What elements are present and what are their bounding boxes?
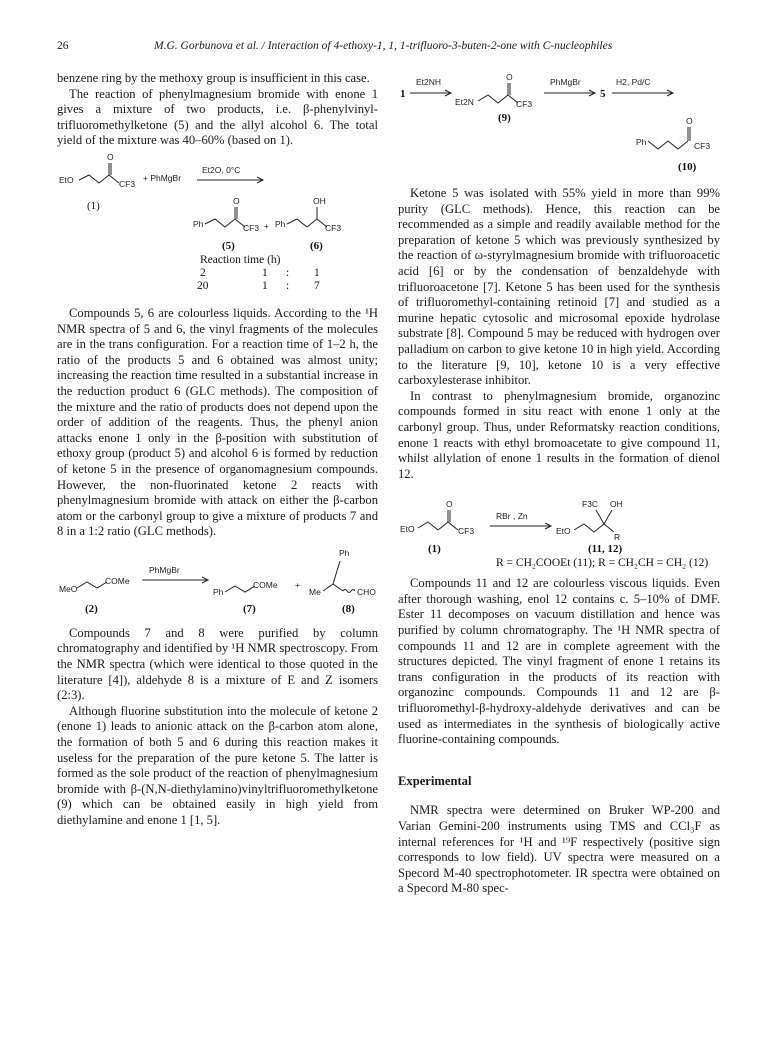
acetyl-label: COMe	[105, 575, 130, 586]
section-heading: Experimental	[398, 773, 472, 788]
methyl-label: Me	[309, 586, 321, 597]
hydroxyl-label: OH	[313, 195, 326, 206]
paragraph: In contrast to phenylmagnesium bromide, organozinc compounds formed in situ react with enone 1 only at the carbonyl group. Thus, under Reformatsky reaction conditions, enone 1 reacts with ethyl bromoacetate to give compound 11, whilst allylation of enone 1 results in the formation of dienol 12.	[398, 388, 720, 481]
hydroxyl-label: OH	[610, 499, 623, 510]
reagent-label: RBr , Zn	[496, 511, 528, 522]
product9-chain	[478, 95, 518, 103]
paragraph: NMR spectra were determined on Bruker WP-200 and Varian Gemini-200 instruments using TMS and CCl₃F as internal references for ¹H and ¹⁹F respectively (positive sign corresponds to low field). UV spectra were measured on a Specord M-40 spectrophotometer. IR spectra were obtained on a Specord M-80 spec-	[398, 803, 720, 896]
aldehyde-label: CHO	[357, 586, 376, 597]
compound-label-2: (2)	[85, 602, 98, 615]
product7-chain	[225, 586, 255, 592]
compound-label-6: (6)	[310, 239, 323, 252]
paragraph: Although fluorine substitution into the molecule of ketone 2 (enone 1) leads to anionic attack on the β-carbon atom alone, the formation of both 5 and 6 during this reaction makes it useless for the preparation of the pure ketone 5. The latter is formed as the sole product of the reaction of phenylmagnesium bromide with β-(N,N-diethylamino)vinyltrifluoromethylketone (9) which can be obtained easily in high yield from diethylamine and enone 1 [1, 5].	[57, 703, 378, 827]
phenyl-label: Ph	[636, 137, 647, 147]
plus-sign: +	[264, 220, 269, 231]
ratio-separator: :	[286, 279, 290, 292]
left-column	[57, 71, 378, 829]
phenyl-bond	[333, 561, 340, 584]
reagent-label: H2, Pd/C	[616, 77, 651, 87]
oxygen-label: O	[446, 499, 453, 510]
cf3-label: CF3	[119, 178, 136, 189]
cf3-label: CF3	[458, 526, 475, 537]
paragraph: benzene ring by the methoxy group is insufficient in this case.	[57, 71, 370, 85]
running-title: M.G. Gorbunova et al. / Interaction of 4-ethoxy-1, 1, 1-trifluoro-3-buten-2-one with C-nucleophiles	[154, 40, 613, 52]
paragraph: Ketone 5 was isolated with 55% yield in more than 99% purity (GLC methods). Hence, this reaction can be recommended as a simple and readily available method for the preparation of ketone 5 which was previously synthesized by the reaction of ω-styrylmagnesium bromide with trifluoroacetic acid [6] or by the condensation of benzaldehyde with trifluoroacetone [7]. Ketone 5 has been used for the synthesis of trifluoromethyl-containing retinoid [7] and studied as a murine hepatic cytosolic and microsomal epoxide hydrolase substrate [8]. Compound 5 may be reduced with hydrogen over palladium on carbon to give ketone 10 in high yield. According to the literature [9, 10], ketone 10 is a very effective carboxylesterase inhibitor.	[398, 186, 720, 388]
paragraph: Compounds 7 and 8 were purified by column chromatography and identified by ¹H NMR spectroscopy. From the NMR spectra (which were identical to those quoted in the literature [4]), aldehyde 8 is a mixture of E and Z isomers (2:3).	[57, 625, 378, 703]
right-column	[398, 71, 720, 897]
scheme-organozinc-reaction	[398, 482, 720, 568]
substituent-label: R	[614, 532, 621, 543]
compound-1-ref: 1	[400, 88, 406, 100]
ratio-5: 1	[262, 279, 268, 292]
phenyl-label: Ph	[339, 547, 350, 558]
conditions-label: Et2O, 0°C	[202, 164, 241, 175]
phenyl-label: Ph	[213, 586, 224, 597]
phenyl-label: Ph	[193, 218, 204, 229]
oxygen-label: O	[233, 195, 240, 206]
cf3-label: CF3	[694, 141, 711, 151]
paragraph: The reaction of phenylmagnesium bromide with enone 1 gives a mixture of two products, i.e. β-phenylvinyl-trifluoromethylketone (5) and the allyl alcohol 6. The total yield of the mixture was 40–60% (based on 1).	[57, 86, 378, 148]
oxygen-label: O	[686, 116, 693, 126]
paragraph: Compounds 5, 6 are colourless liquids. According to the ¹H NMR spectra of 5 and 6, the vinyl fragments of the molecules are in the trans configuration. For a reaction time of 1–2 h, the ratio of the products 5 and 6 obtained was almost unity; increasing the reaction time resulted in a substantial increase in the reduction product 6 (GLC methods). The composition of the mixture and the ratio of products does not depend upon the order of addition of the reagents. Thus, the phenyl anion attacks enone 1 only in the β-position with substitution of ethoxy group (product 5) and alcohol 6 is formed by reduction of ketone 5 in the presence of organomagnesium compounds. However, the non-fluorinated ketone 2 reacts with phenylmagnesium bromide with attack on either the β-carbon atom or the carbonyl group to give a mixture of products 7 and 8 in a 1:2 ratio (GLC methods).	[57, 305, 378, 539]
hydroxyl-bond	[604, 510, 612, 524]
paragraph: Compounds 11 and 12 are colourless viscous liquids. Even after thorough washing, enol 12 contains c. 5–10% of DMF. Ester 11 decomposes on vacuum distillation and hence was purified by column chromatography. The ¹H NMR spectra of compounds 11 and 12 are in complete agreement with the structures depicted. The vinyl fragment of enone 1 retains its trans configuration in the products of its reaction with organozinc compounds. Compounds 11 and 12 are β-trifluoromethyl-β-hydroxy-aldehyde derivatives and can be used as intermediates in the synthesis of biologically active fluorine-containing compounds.	[398, 576, 720, 747]
page-number: 26	[57, 40, 69, 52]
compound-label-9: (9)	[498, 112, 511, 124]
ratio-5: 1	[262, 266, 268, 279]
scheme-phenylmagnesium-reaction	[57, 149, 378, 294]
reactant-chain	[79, 175, 119, 183]
scheme-diethylamine-route	[398, 71, 720, 176]
scheme-nonfluorinated-ketone	[57, 540, 378, 614]
compound-label-1: (1)	[428, 543, 441, 556]
amine-label: Et2N	[455, 97, 474, 107]
methoxy-label: MeO	[59, 583, 78, 594]
table-title: Reaction time (h)	[200, 253, 281, 266]
ratio-6: 7	[314, 279, 320, 292]
product6-chain	[287, 219, 327, 227]
compound-label-11-12: (11, 12)	[588, 543, 623, 556]
cf3-bond	[596, 510, 604, 524]
wavy-bond	[343, 589, 355, 592]
compound-label-1: (1)	[87, 199, 100, 212]
cf3-label: CF3	[516, 99, 533, 109]
cf3-label: CF3	[243, 222, 260, 233]
product5-chain	[205, 219, 245, 227]
product-chain	[574, 524, 614, 532]
reagent-label: + PhMgBr	[143, 172, 182, 183]
product10-chain	[648, 141, 688, 149]
ratio-separator: :	[286, 266, 290, 279]
compound-label-10: (10)	[678, 161, 697, 173]
compound-label-5: (5)	[222, 239, 235, 252]
phenyl-label: Ph	[275, 218, 286, 229]
product8-chain	[323, 584, 343, 591]
ethoxy-label: EtO	[556, 526, 571, 537]
page-header	[57, 40, 721, 56]
reaction-time: 20	[197, 279, 209, 292]
compound-label-8: (8)	[342, 602, 355, 615]
reagent-label: Et2NH	[416, 77, 442, 87]
cf3-label: CF3	[325, 222, 342, 233]
compound-5-ref: 5	[600, 88, 606, 100]
oxygen-label: O	[107, 151, 114, 162]
reaction-time: 2	[200, 266, 206, 279]
compound-label-7: (7)	[243, 602, 256, 615]
reagent-label: PhMgBr	[550, 77, 581, 87]
reactant-label: EtO	[59, 174, 74, 185]
reactant1-chain	[418, 522, 458, 530]
ethoxy-label: EtO	[400, 524, 415, 535]
substituent-legend: R = CH₂COOEt (11); R = CH₂CH = CH₂ (12)	[496, 557, 709, 570]
reagent-label: PhMgBr	[149, 564, 180, 575]
ratio-6: 1	[314, 266, 320, 279]
acetyl-label: COMe	[253, 579, 278, 590]
reactant2-chain	[77, 582, 107, 588]
plus-sign: +	[295, 579, 300, 590]
oxygen-label: O	[506, 72, 513, 82]
cf3-label: F3C	[582, 499, 599, 510]
